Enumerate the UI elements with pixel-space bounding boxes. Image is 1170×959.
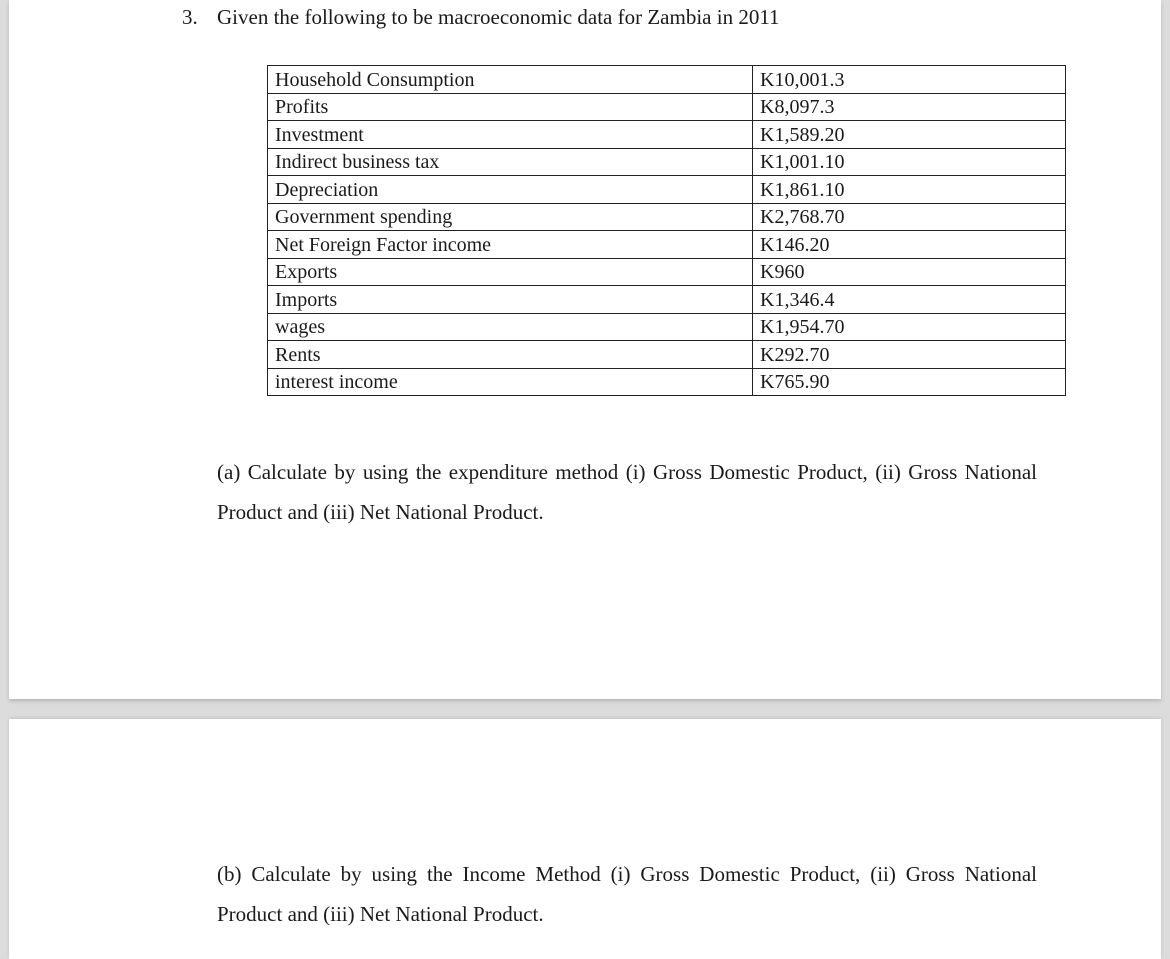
row-label: Exports — [268, 258, 753, 286]
table-row — [268, 258, 1066, 286]
row-value: K8,097.3 — [753, 93, 1066, 121]
row-value: K960 — [753, 258, 1066, 286]
row-label: Government spending — [268, 203, 753, 231]
question-heading — [182, 5, 780, 30]
row-value: K765.90 — [753, 368, 1066, 396]
table-row — [268, 93, 1066, 121]
table-row — [268, 176, 1066, 204]
row-value: K10,001.3 — [753, 66, 1066, 94]
table-body — [268, 66, 1066, 396]
table-row — [268, 66, 1066, 94]
question-text: Given the following to be macroeconomic data for Zambia in 2011 — [217, 5, 780, 29]
table-row — [268, 368, 1066, 396]
row-label: Net Foreign Factor income — [268, 231, 753, 259]
row-value: K292.70 — [753, 341, 1066, 369]
table-row — [268, 203, 1066, 231]
row-label: Indirect business tax — [268, 148, 753, 176]
part-a-question: (a) Calculate by using the expenditure method (i) Gross Domestic Product, (ii) Gross National Product and (iii) Net National Product. — [217, 460, 1037, 524]
table-row — [268, 121, 1066, 149]
table-row — [268, 313, 1066, 341]
table-row — [268, 148, 1066, 176]
row-label: interest income — [268, 368, 753, 396]
row-label: Rents — [268, 341, 753, 369]
row-value: K1,346.4 — [753, 286, 1066, 314]
question-number: 3. — [182, 5, 198, 29]
table-row — [268, 341, 1066, 369]
table-row — [268, 231, 1066, 259]
row-value: K1,589.20 — [753, 121, 1066, 149]
part-b-question: (b) Calculate by using the Income Method (i) Gross Domestic Product, (ii) Gross National Product and (iii) Net National Product. — [217, 862, 1037, 926]
row-label: Depreciation — [268, 176, 753, 204]
row-value: K146.20 — [753, 231, 1066, 259]
row-value: K1,001.10 — [753, 148, 1066, 176]
row-label: Household Consumption — [268, 66, 753, 94]
row-label: Imports — [268, 286, 753, 314]
row-label: Investment — [268, 121, 753, 149]
row-label: Profits — [268, 93, 753, 121]
document-page-1 — [9, 0, 1161, 699]
document-page-2 — [9, 719, 1161, 959]
row-value: K1,861.10 — [753, 176, 1066, 204]
table-row — [268, 286, 1066, 314]
row-value: K2,768.70 — [753, 203, 1066, 231]
macroeconomic-data-table — [267, 65, 1066, 396]
row-label: wages — [268, 313, 753, 341]
row-value: K1,954.70 — [753, 313, 1066, 341]
